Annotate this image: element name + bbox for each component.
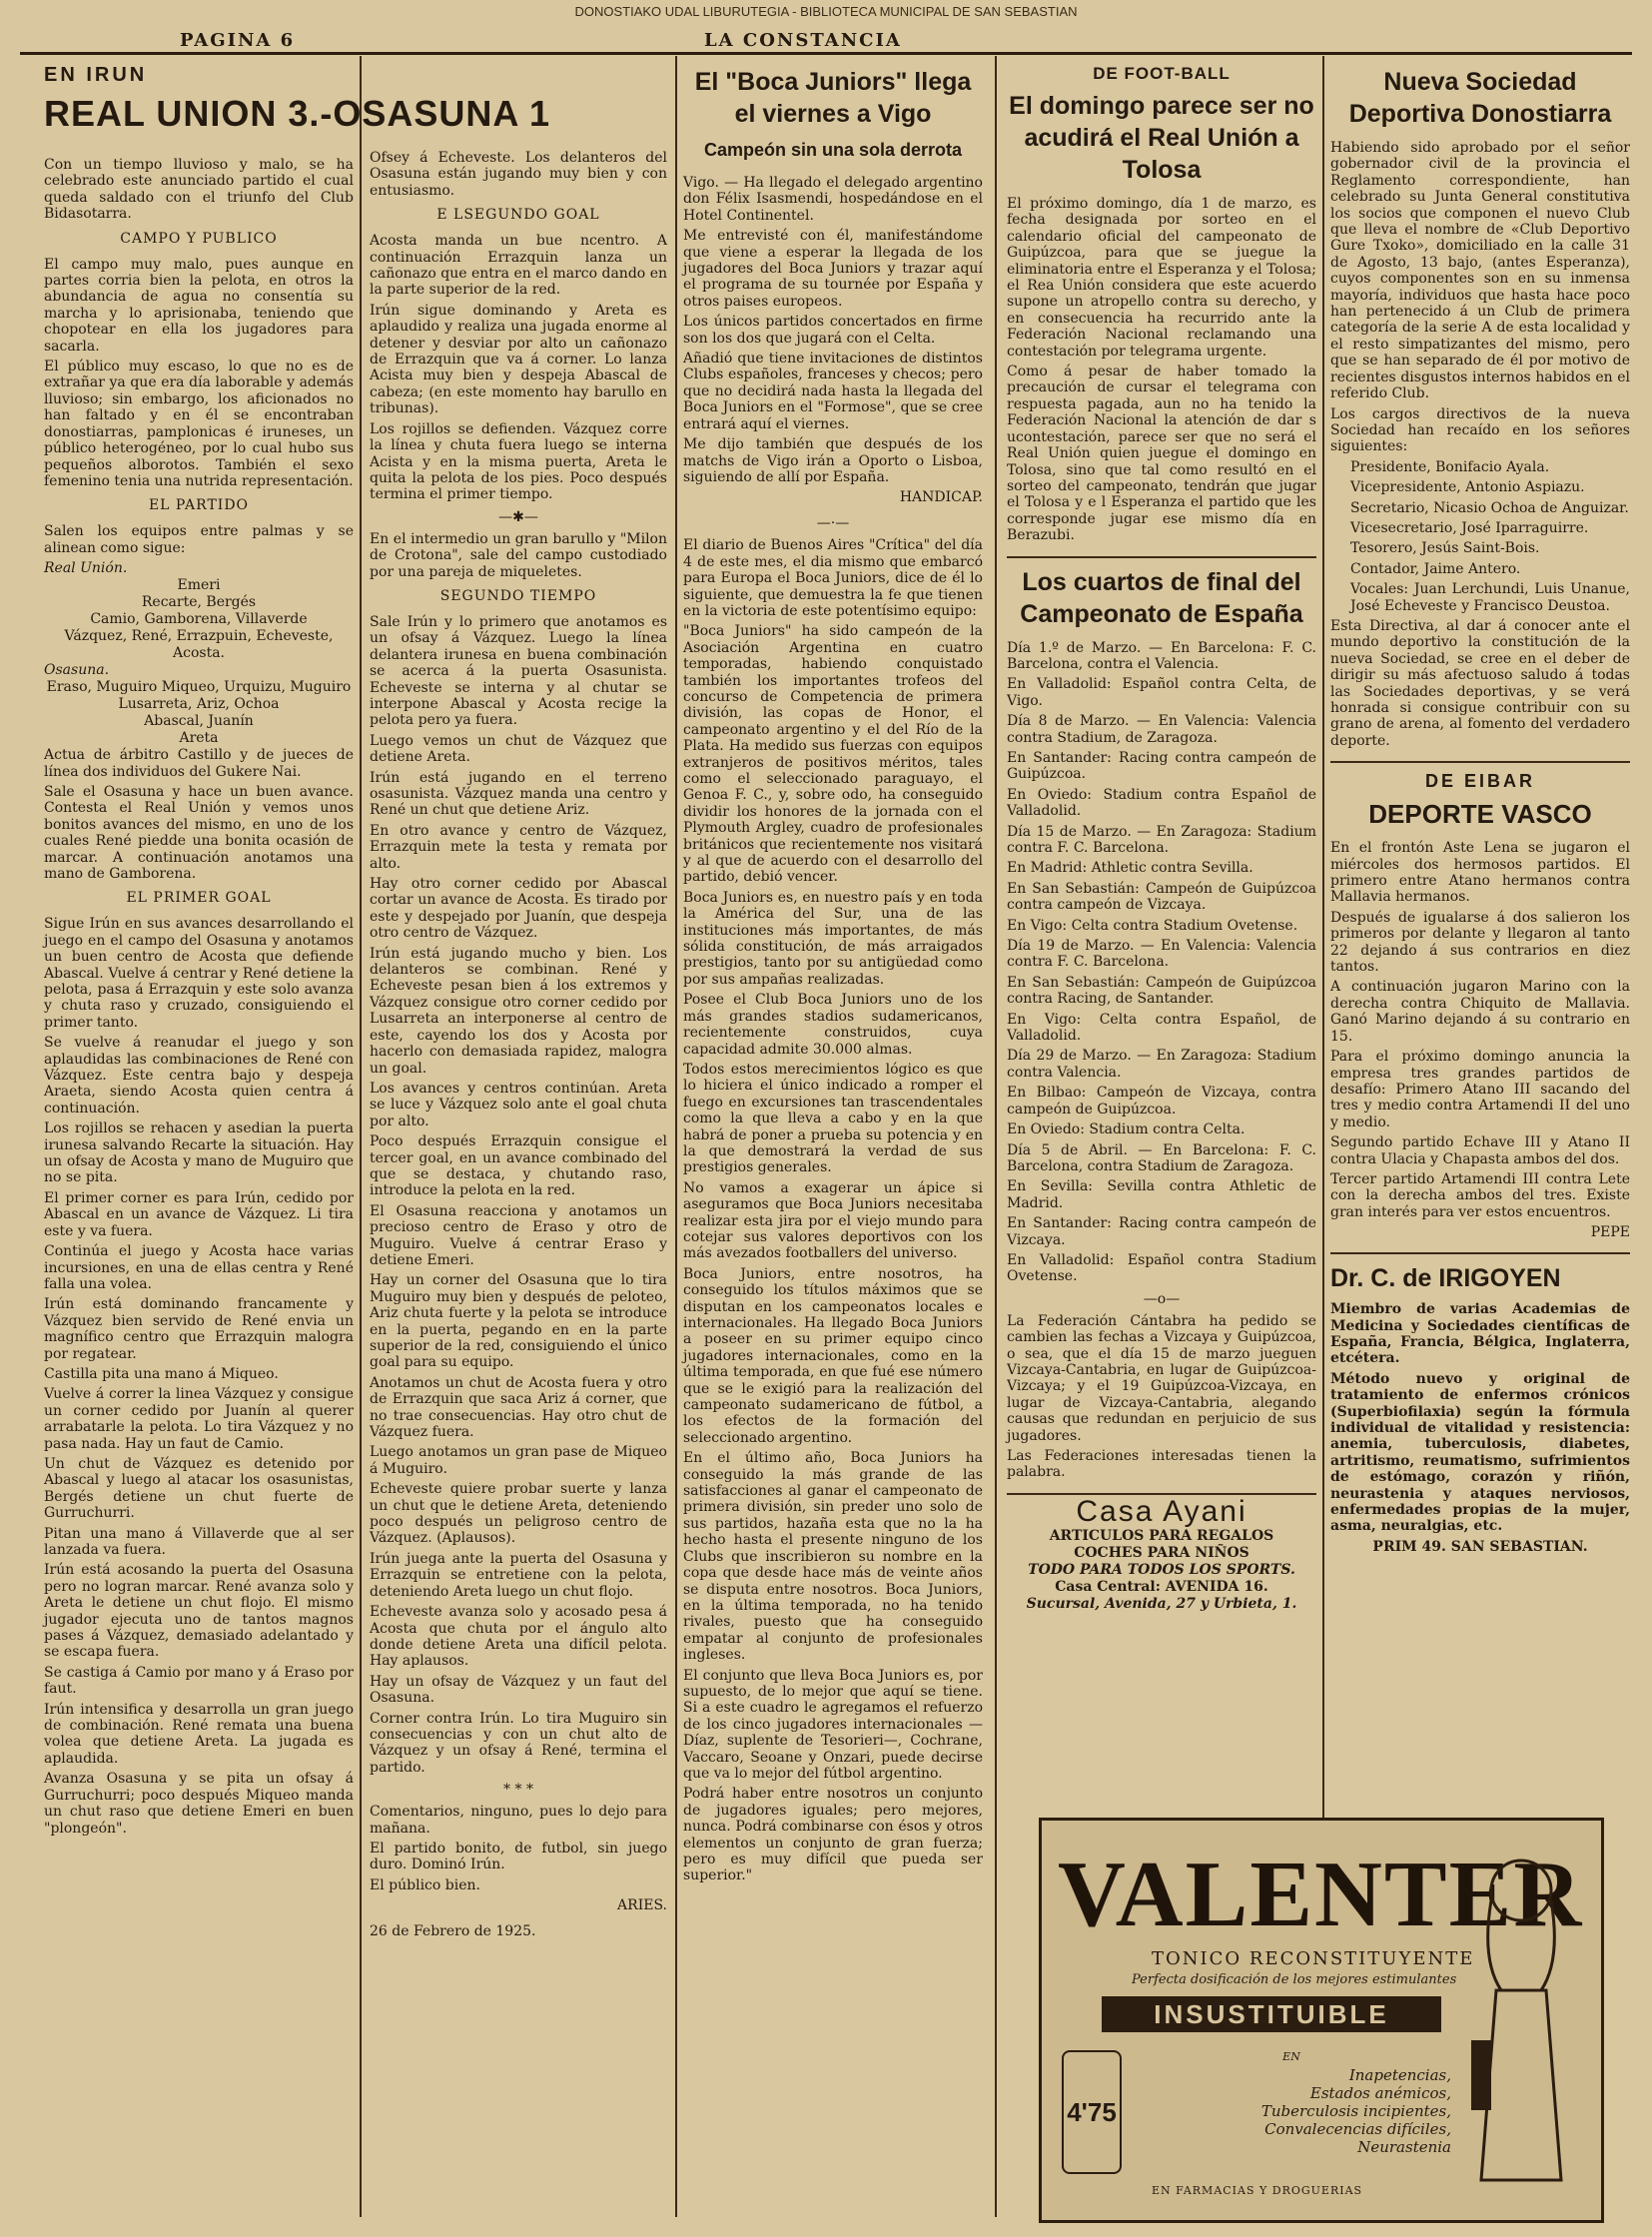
separator: * * * bbox=[503, 1782, 533, 1799]
column-rule bbox=[675, 56, 677, 2217]
paragraph: El diario de Buenos Aires "Crítica" del día 4 de este mes, el dia mismo que embarcó para Europa el Boca Juniors, dice de él lo siguiente, que demuestra la fe que tienen en la victoria de este potentísimo equipo: bbox=[683, 537, 983, 619]
paragraph: Irún está jugando mucho y bien. Los delanteros se combinan. René y Echeveste pesan bien á los extremos y Vázquez consigue otro corner cedido por Lusarreta an interponerse al centro de este, cayendo los dos y Acosta por hacerlo con demasiada rapidez, malogra un goal. bbox=[370, 945, 667, 1077]
paragraph: Día 19 de Marzo. — En Valencia: Valencia contra F. C. Barcelona. bbox=[1007, 938, 1316, 971]
ad-line: TODO PARA TODOS LOS SPORTS. bbox=[1028, 1561, 1295, 1578]
article-title: El domingo parece ser no acudirá el Real Unión a Tolosa bbox=[1009, 92, 1314, 184]
doctor-address: PRIM 49. SAN SEBASTIAN. bbox=[1372, 1538, 1588, 1555]
paragraph: El primer corner es para Irún, cedido por Abascal en un avance de Vázquez. Li tira este y va fuera. bbox=[44, 1189, 354, 1239]
paragraph: En el intermedio un gran barullo y "Milon de Crotona", sale del campo custodiado por una pareja de miqueletes. bbox=[370, 530, 667, 580]
paragraph: En el frontón Aste Lena se jugaron el miércoles dos hermosos partidos. El primero entre Atano hermanos contra Mallavia hermanos. bbox=[1330, 840, 1630, 906]
lineup-line: Vázquez, René, Errazpuin, Echeveste, Acosta. bbox=[64, 628, 334, 662]
article-title: DEPORTE VASCO bbox=[1368, 799, 1592, 830]
paragraph: Posee el Club Boca Juniors uno de los más grandes stadios sudamericanos, recientemente construidos, cuya capacidad admite 30.000 almas. bbox=[683, 992, 983, 1058]
section-kicker: DE EIBAR bbox=[1424, 771, 1535, 792]
paragraph: Un chut de Vázquez es detenido por Abascal y luego al atacar los osasunistas, Bergés detiene un chut fuerte de Gurruchurri. bbox=[44, 1455, 354, 1522]
paragraph: Podrá haber entre nosotros un conjunto de jugadores iguales; pero mejores, nunca. Podrá combinarse con ésos y otros elementos un conjunto de gran fuerza; pero es muy difícil que pueda ser superior." bbox=[683, 1786, 983, 1884]
author-signature: ARIES. bbox=[617, 1897, 667, 1914]
article-title: REAL UNION 3.-OSASUNA 1 bbox=[44, 93, 551, 134]
paragraph: El campo muy malo, pues aunque en partes corria bien la pelota, en otros la abundancia de agua no consentía su marcha y lo aprisionaba, teniendo que chopotear en ella los jugadores para sacarla. bbox=[44, 256, 354, 355]
paragraph: Los cargos directivos de la nueva Sociedad han recaído en los señores siguientes: bbox=[1330, 405, 1630, 455]
paragraph: Boca Juniors es, en nuestro país y en toda la América del Sur, una de las instituciones más importantes, de más sólida constitución, de más arraigados prestigios, tanto por su antigüedad como por sus ampañas realizadas. bbox=[683, 889, 983, 988]
article-subtitle: Campeón sin una sola derrota bbox=[703, 140, 963, 160]
paragraph: En Bilbao: Campeón de Vizcaya, contra campeón de Guipúzcoa. bbox=[1007, 1085, 1316, 1118]
ad-brand: VALENTER bbox=[1058, 1843, 1584, 1946]
paragraph: Hay otro corner cedido por Abascal cortar un avance de Acosta. Es tirado por este y despejado por Juanín, que despeja otro centro de Vázquez. bbox=[370, 876, 667, 942]
ad-line: Sucursal, Avenida, 27 y Urbieta, 1. bbox=[1026, 1595, 1297, 1612]
paragraph: A continuación jugaron Marino con la derecha contra Chiquito de Mallavia. Ganó Marino dejando á su contrario en 15. bbox=[1330, 979, 1630, 1045]
paragraph: Actua de árbitro Castillo y de jueces de línea dos individuos del Gukere Nai. bbox=[44, 747, 354, 780]
paragraph: Irún está jugando en el terreno osasunista. Vázquez manda una centro y René un chut que detiene Ariz. bbox=[370, 769, 667, 819]
ad-use: Convalecencias difíciles, bbox=[1264, 2120, 1451, 2138]
divider bbox=[1330, 761, 1630, 763]
ad-footer: EN FARMACIAS Y DROGUERIAS bbox=[1152, 2184, 1363, 2197]
paragraph: Para el próximo domingo anuncia la empresa tres grandes partidos de desafío: Primero Atano III sacando del tres y medio contra Artamendi II del uno y medio. bbox=[1330, 1049, 1630, 1130]
article-boca-juniors bbox=[683, 64, 983, 2207]
paragraph: En Vigo: Celta contra Español, de Valladolid. bbox=[1007, 1011, 1316, 1045]
paragraph: Echeveste avanza solo y acosado pesa á Acosta que chuta por el ángulo alto donde detiene Areta una difícil pelota. Hay aplausos. bbox=[370, 1604, 667, 1670]
price-tag: 4'75 bbox=[1062, 2050, 1122, 2174]
article-foot-ball bbox=[1007, 64, 1316, 1798]
officer-line: Presidente, Bonifacio Ayala. bbox=[1350, 458, 1550, 475]
paragraph: El público bien. bbox=[370, 1876, 480, 1893]
paragraph: En Sevilla: Sevilla contra Athletic de Madrid. bbox=[1007, 1178, 1316, 1211]
officer-line: Vicepresidente, Antonio Aspiazu. bbox=[1350, 479, 1585, 496]
paragraph: Tercer partido Artamendi III contra Lete con la derecha ambos del tres. Existe gran interés para ver estos encuentros. bbox=[1330, 1170, 1630, 1220]
ad-use: Estados anémicos, bbox=[1309, 2084, 1451, 2102]
paragraph: Día 8 de Marzo. — En Valencia: Valencia contra Stadium, de Zaragoza. bbox=[1007, 713, 1316, 746]
paragraph: Corner contra Irún. Lo tira Muguiro sin consecuencias y con un chut alto de Vázquez y un ofsay á René, termina el partido. bbox=[370, 1710, 667, 1776]
paragraph: Luego anotamos un gran pase de Miqueo á Muguiro. bbox=[370, 1444, 667, 1477]
paragraph: En el último año, Boca Juniors ha conseguido la más grande de las satisfacciones al ganar el campeonato de primera división, sin preder uno solo de sus partidos, hazaña esta que no la ha hecho hasta el presente ninguno de los Clubs que inscribieron su nombre en la copa que desde hace más de veinte años se disputa entre nosotros. Boca Juniors, en la última temporada, no ha tenido rivales, puesto que ha conseguido empatar al conjunto de profesionales ingleses. bbox=[683, 1450, 983, 1664]
valenter-advertisement bbox=[1039, 1818, 1604, 2223]
paragraph: Miembro de varias Academias de Medicina y Sociedades científicas de España, Francia, Bélgica, Inglaterra, etcétera. bbox=[1330, 1301, 1630, 1367]
article-nueva-sociedad bbox=[1330, 64, 1630, 1798]
paragraph: Día 29 de Marzo. — En Zaragoza: Stadium contra Valencia. bbox=[1007, 1048, 1316, 1081]
paragraph: Día 15 de Marzo. — En Zaragoza: Stadium contra F. C. Barcelona. bbox=[1007, 823, 1316, 856]
subheading: CAMPO Y PUBLICO bbox=[120, 230, 278, 247]
paragraph: En otro avance y centro de Vázquez, Errazquin mete la testa y remata por alto. bbox=[370, 822, 667, 872]
ad-line: ARTICULOS PARA REGALOS bbox=[1049, 1527, 1274, 1544]
article-title: Nueva Sociedad Deportiva Donostiarra bbox=[1348, 68, 1612, 128]
officer-line: Tesorero, Jesús Saint-Bois. bbox=[1350, 540, 1540, 557]
article-continuation bbox=[370, 150, 667, 2207]
team-name: Osasuna. bbox=[44, 662, 110, 679]
author-signature: HANDICAP. bbox=[899, 489, 983, 506]
paragraph: Sale el Osasuna y hace un buen avance. Contesta el Real Unión y vemos unos bonitos avances del mismo, en uno de los cuales René piedde una bonita ocasión de marcar. A continuación anotamos una mano de Gamborena. bbox=[44, 783, 354, 882]
paragraph: Esta Directiva, al dar á conocer ante el mundo deportivo la constitución de la nueva Sociedad, se cree en el deber de dirigir su más afectuoso saludo á todas las Sociedades deportivas, y se verá honrada si consigue contribuir con su grano de arena, al fomento del verdadero deporte. bbox=[1330, 617, 1630, 749]
column-rule bbox=[360, 56, 362, 2217]
ad-tagline-secondary: Perfecta dosificación de los mejores estimulantes bbox=[1132, 1972, 1457, 1987]
paragraph: "Boca Juniors" ha sido campeón de la Asociación Argentina en cuatro temporadas, habiendo conquistado también los importantes trofeos del concurso de Competencia de primera división, las copas de Honor, el campeonato argentino y el del Río de la Plata. Ha medido sus fuerzas con equipos extranjeros de positivos méritos, tales como el seleccionado paraguayo, el Genoa F. C., y, sobre odo, ha conseguido dividir los honores de la jornada con el Plymouth Argley, cuadro de profesionales británicos que recientemente nos visitará y al que de acuerdo con el desarrollo del partido, debió vencer. bbox=[683, 623, 983, 886]
subheading: EL PARTIDO bbox=[148, 497, 250, 514]
paragraph: Irún intensifica y desarrolla un gran juego de combinación. René remata una buena volea que detiene Areta. La jugada es aplaudida. bbox=[44, 1701, 354, 1767]
paragraph: Habiendo sido aprobado por el señor gobernador civil de la provincia el Reglamento correspondiente, han celebrado su Junta General constitutiva los socios que componen el nuevo Club que lleva el nombre de «Club Deportivo Gure Txoko», domiciliado en la calle 31 de Agosto, 13 bajo, (antes Esperanza), cuyos componentes son en su inmensa mayoría, individuos que hasta hace poco han pertenecido á un Club de primera categoría de la serie A de esta localidad y el resto simpatizantes del mismo, pero que se han separado de él por motivo de recientes disgustos internos habidos en el referido Club. bbox=[1330, 140, 1630, 402]
paragraph: Todos estos merecimientos lógico es que lo hiciera el único indicado a romper el fuego en excursiones tan trascendentales como la que lleva a cabo y en la que habrá de poner a prueba su potencia y en la que demostrará la verdad de sus prestigios generales. bbox=[683, 1061, 983, 1176]
section-kicker: DE FOOT-BALL bbox=[1093, 64, 1231, 83]
lineup-line: Eraso, Muguiro Miqueo, Urquizu, Muguiro bbox=[46, 679, 352, 696]
dateline: 26 de Febrero de 1925. bbox=[370, 1923, 536, 1940]
doctor-ad-title: Dr. C. de IRIGOYEN bbox=[1330, 1264, 1561, 1293]
page-number: PAGINA 6 bbox=[180, 30, 296, 51]
lineup-line: Abascal, Juanín bbox=[144, 713, 254, 730]
paragraph: En Valladolid: Español contra Stadium Ovetense. bbox=[1007, 1251, 1316, 1285]
newspaper-name: LA CONSTANCIA bbox=[704, 30, 902, 51]
officer-line: Secretario, Nicasio Ochoa de Anguizar. bbox=[1350, 499, 1629, 516]
divider bbox=[1007, 556, 1316, 558]
officer-line: Vocales: Juan Lerchundi, Luis Unanue, José Echeveste y Francisco Deustoa. bbox=[1350, 581, 1630, 614]
paragraph: Sigue Irún en sus avances desarrollando el juego en el campo del Osasuna y anotamos un buen centro de Acosta que defiende Abascal. Vuelve á centrar y René detiene la pelota, pasa á Errazquin y este solo avanza y chuta raso y cruzado, consiguiendo el primer tanto. bbox=[44, 916, 354, 1031]
paragraph: Se castiga á Camio por mano y á Eraso por faut. bbox=[44, 1664, 354, 1698]
paragraph: Comentarios, ninguno, pues lo dejo para mañana. bbox=[370, 1804, 667, 1837]
paragraph: Castilla pita una mano á Miqueo. bbox=[44, 1365, 279, 1382]
paragraph: Con un tiempo lluvioso y malo, se ha celebrado este anunciado partido el cual queda saldado con el triunfo del Club Bidasotarra. bbox=[44, 157, 354, 223]
paragraph: El público muy escaso, lo que no es de extrañar ya que era día laborable y además lluvioso; sin embargo, los aficionados no han faltado y en él se encontraban donostiarras, pamplonicas é iruneses, un público heterogéneo, por lo cual hubo sus pequeños alborotos. También el sexo femenino tenia una nutrida representación. bbox=[44, 359, 354, 489]
lineup-line: Recarte, Bergés bbox=[141, 594, 257, 611]
ad-line: Casa Central: AVENIDA 16. bbox=[1055, 1578, 1268, 1595]
paragraph: Salen los equipos entre palmas y se alinean como sigue: bbox=[44, 523, 354, 556]
paragraph: Hay un corner del Osasuna que lo tira Muguiro muy bien y después de peloteo, Ariz chuta fuerte y la pelota se introduce en la puerta, pegando en en la parte superior de la red, consiguiendo el único goal para su equipo. bbox=[370, 1272, 667, 1371]
paragraph: Irún juega ante la puerta del Osasuna y Errazquin se entretiene con la pelota, deteniendo Areta luego un chut flojo. bbox=[370, 1550, 667, 1600]
paragraph: En Valladolid: Español contra Celta, de Vigo. bbox=[1007, 676, 1316, 709]
paragraph: Me dijo también que después de los matchs de Vigo irán a Oporto o Lisboa, siguiendo de allí por España. bbox=[683, 436, 983, 485]
subheading: E LSEGUNDO GOAL bbox=[436, 207, 600, 224]
ad-use: Tuberculosis incipientes, bbox=[1260, 2102, 1451, 2120]
paragraph: Poco después Errazquin consigue el tercer goal, en un avance combinado del que se destaca, y chutando raso, introduce la pelota en la red. bbox=[370, 1133, 667, 1199]
author-signature: PEPE bbox=[1590, 1224, 1630, 1241]
paragraph: Vigo. — Ha llegado el delegado argentino don Félix Isasmendi, hospedándose en el Hotel Continentel. bbox=[683, 175, 983, 224]
team-name: Real Unión. bbox=[44, 560, 128, 577]
lineup-line: Areta bbox=[179, 730, 219, 747]
ad-banner: INSUSTITUIBLE bbox=[1102, 1996, 1441, 2032]
lineup-line: Emeri bbox=[177, 577, 221, 594]
paragraph: La Federación Cántabra ha pedido se cambien las fechas a Vizcaya y Guipúzcoa, o sea, que el día 15 de marzo jueguen Vizcaya-Cantabria, en lugar de Guipúzcoa-Vizcaya; y el 19 Guipúzcoa-Vizcaya, en lugar de Vizcaya-Cantabria, alegando causas que redundan en perjuicio de sus jugadores. bbox=[1007, 1312, 1316, 1444]
paragraph: Las Federaciones interesadas tienen la palabra. bbox=[1007, 1448, 1316, 1481]
paragraph: Avanza Osasuna y se pita un ofsay á Gurruchurri; poco después Miqueo manda un chut raso que detiene Emeri en buen "plongeón". bbox=[44, 1771, 354, 1837]
paragraph: Los rojillos se rehacen y asedian la puerta irunesa salvando Recarte la situación. Hay un ofsay de Acosta y mano de Muguiro que no se pita. bbox=[44, 1120, 354, 1186]
paragraph: Después de igualarse á dos salieron los primeros por delante y llegaron al tanto 22 dejando á sus contrarios en diez tantos. bbox=[1330, 909, 1630, 976]
separator: —o— bbox=[1143, 1290, 1181, 1307]
paragraph: Echeveste quiere probar suerte y lanza un chut que le detiene Areta, deteniendo poco después un peligroso centro de Vázquez. (Aplausos). bbox=[370, 1481, 667, 1547]
paragraph: Anotamos un chut de Acosta fuera y otro de Errazquin que saca Ariz á corner, que no trae consecuencias. Hay otro chut de Vázquez fuera. bbox=[370, 1374, 667, 1441]
column-rule bbox=[995, 56, 997, 2217]
paragraph: Los rojillos se defienden. Vázquez corre la línea y chuta fuera luego se interna Acista y en la misma puerta, Areta le quita la pelota de los pies. Poco después termina el primer tiempo. bbox=[370, 420, 667, 503]
ad-line: COCHES PARA NIÑOS bbox=[1074, 1544, 1249, 1561]
paragraph: En Oviedo: Stadium contra Español de Valladolid. bbox=[1007, 786, 1316, 820]
paragraph: En Madrid: Athletic contra Sevilla. bbox=[1007, 860, 1253, 877]
paragraph: Irún está acosando la puerta del Osasuna pero no logran marcar. René avanza solo y Areta le detiene un chut flojo. El mismo jugador ejecuta uno de tantos magnos pases á Vázquez, demasiado adelantado y se escapa fuera. bbox=[44, 1562, 354, 1661]
paragraph: Continúa el juego y Acosta hace varias incursiones, en una de ellas centra y René falla una volea. bbox=[44, 1243, 354, 1292]
lineup-line: Camio, Gamborena, Villaverde bbox=[90, 611, 308, 628]
library-watermark: DONOSTIAKO UDAL LIBURUTEGIA - BIBLIOTECA MUNICIPAL DE SAN SEBASTIAN bbox=[574, 4, 1078, 19]
paragraph: Acosta manda un bue ncentro. A continuación Errazquin lanza un cañonazo que entra en el marco dando en la parte superior de la red. bbox=[370, 233, 667, 299]
ad-use: Inapetencias, bbox=[1348, 2066, 1451, 2084]
ad-use: Neurastenia bbox=[1357, 2138, 1451, 2156]
woman-illustration-icon bbox=[1461, 1841, 1581, 2190]
ad-brand: Casa Ayani bbox=[1076, 1494, 1247, 1528]
paragraph: Sale Irún y lo primero que anotamos es un ofsay á Vázquez. Luego la línea delantera irunesa en buena combinación se acerca á la puerta Osasunista. Echeveste se interna y al chutar se interpone Abascal y Acosta recige la pelota pero ya fuera. bbox=[370, 613, 667, 729]
divider bbox=[1330, 1252, 1630, 1254]
paragraph: En Oviedo: Stadium contra Celta. bbox=[1007, 1121, 1245, 1138]
paragraph: En San Sebastián: Campeón de Guipúzcoa contra Racing, de Santander. bbox=[1007, 974, 1316, 1008]
paragraph: Segundo partido Echave III y Atano II contra Ulacia y Chapasta ambos del dos. bbox=[1330, 1134, 1630, 1167]
paragraph: No vamos a exagerar un ápice si aseguramos que Boca Juniors necesitaba realizar esta jira por el viejo mundo para cotejar sus valores deportivos con los más avezados footballers del universo. bbox=[683, 1179, 983, 1262]
officer-line: Vicesecretario, José Iparraguirre. bbox=[1350, 519, 1589, 536]
article-title: El "Boca Juniors" llega el viernes a Vigo bbox=[694, 68, 972, 128]
paragraph: Método nuevo y original de tratamiento de enfermos crónicos (Superbiofilaxia) según la fórmula individual de vitalidad y resistencia: anemia, tuberculosis, diabetes, artritismo, reumatismo, sufrimientos de estómago, corazón y riñón, neurastenia y ataques nerviosos, enfermedades propias de la mujer, asma, neuralgias, etc. bbox=[1330, 1370, 1630, 1535]
paragraph: Pitan una mano á Villaverde que al ser lanzada va fuera. bbox=[44, 1525, 354, 1558]
paragraph: El partido bonito, de futbol, sin juego duro. Dominó Irún. bbox=[370, 1840, 667, 1873]
paragraph: En San Sebastián: Campeón de Guipúzcoa contra campeón de Vizcaya. bbox=[1007, 880, 1316, 914]
ad-uses bbox=[1132, 2048, 1451, 2156]
page-header bbox=[20, 26, 1632, 55]
paragraph: Boca Juniors, entre nosotros, ha conseguido los títulos máximos que se disputan en los campeonatos locales e internacionales. Ha llegado Boca Juniors a poseer en su primer equipo cinco jugadores internacionales, como en la última temporada, en que fué ese número que se le exigió para la realización del campeonato sudamericano de fútbol, a los efectos de la formación del seleccionado argentino. bbox=[683, 1265, 983, 1446]
separator: —·— bbox=[816, 515, 850, 532]
paragraph: Me entrevisté con él, manifestándome que viene a esperar la llegada de los jugadores del Boca Juniors y trazar aquí el programa de su tournée por España y otros paises europeos. bbox=[683, 228, 983, 310]
officer-line: Contador, Jaime Antero. bbox=[1350, 560, 1521, 577]
paragraph: Añadió que tiene invitaciones de distintos Clubs españoles, franceses y checos; pero que no decidirá nada hasta la llegada del Boca Juniors en el "Formose", que se cree entrará aquí el viernes. bbox=[683, 351, 983, 432]
paragraph: El próximo domingo, día 1 de marzo, es fecha designada por sorteo en el calendario oficial del campeonato de Guipúzcoa, para que se juegue la eliminatoria entre el Esperanza y el Tolosa; el Rea Unión considera que este acuerdo supone un atropello contra su derecho, y en consecuencia ha recurrido ante la Federación Nacional reclamando una contestación por telegrama urgente. bbox=[1007, 196, 1316, 360]
subheading: EL PRIMER GOAL bbox=[126, 890, 272, 907]
paragraph: Vuelve á correr la linea Vázquez y consigue un corner cedido por Juanín al querer arrabatarle la pelota. Lo tira Vázquez y no pasa nada. Hay un faut de Camio. bbox=[44, 1386, 354, 1452]
paragraph: En Vigo: Celta contra Stadium Ovetense. bbox=[1007, 917, 1298, 934]
paragraph: Los avances y centros continúan. Areta se luce y Vázquez solo ante el goal chuta por alto. bbox=[370, 1080, 667, 1129]
casa-ayani-ad bbox=[1007, 1494, 1316, 1613]
subheading: SEGUNDO TIEMPO bbox=[439, 587, 597, 604]
paragraph: En Santander: Racing contra campeón de Guipúzcoa. bbox=[1007, 749, 1316, 783]
paragraph: Irún está dominando francamente y Vázquez bien servido de René envia un magnífico centro que Errazquin malogra por regatear. bbox=[44, 1296, 354, 1362]
paragraph: Día 5 de Abril. — En Barcelona: F. C. Barcelona, contra Stadium de Zaragoza. bbox=[1007, 1141, 1316, 1174]
paragraph: Como á pesar de haber tomado la precaución de cursar el telegrama con respuesta pagada, aun no ha tenido la Federación Nacional la atención de dar s ucontestación, parece ser que no será el Real Unión quien juegue el domingo en Tolosa, sino que tal como resultó en el sorteo del campeonato, tendrán que jugar el Tolosa y e l Esperanza el partido que les corresponde jugar ese mismo día en Berazubi. bbox=[1007, 364, 1316, 544]
paragraph: Los únicos partidos concertados en firme son los dos que jugará con el Celta. bbox=[683, 314, 983, 347]
paragraph: En Santander: Racing contra campeón de Vizcaya. bbox=[1007, 1215, 1316, 1248]
paragraph: Ofsey á Echeveste. Los delanteros del Osasuna están jugando muy bien y con entusiasmo. bbox=[370, 150, 667, 199]
separator: —✱— bbox=[498, 508, 538, 525]
paragraph: El conjunto que lleva Boca Juniors es, por supuesto, de lo mejor que aquí se tiene. Si a este cuadro le agregamos el refuerzo de los cinco jugadores internacionales —Díaz, suplente de Tesorieri—, Cochrane, Vaccaro, Seoane y Onzari, puede decirse que va lo mejor del fútbol argentino. bbox=[683, 1667, 983, 1782]
paragraph: Irún sigue dominando y Areta es aplaudido y realiza una jugada enorme al detener y desviar por alto un cañonazo de Errazquin que va á corner. Lo lanza Acista muy bien y despeja Abascal de cabeza; (en este momento hay barullo en tribunas). bbox=[370, 302, 667, 417]
paragraph: Hay un ofsay de Vázquez y un faut del Osasuna. bbox=[370, 1673, 667, 1707]
ad-tagline: TONICO RECONSTITUYENTE bbox=[1152, 1948, 1475, 1969]
paragraph: El Osasuna reacciona y anotamos un precioso centro de Eraso y otro de Muguiro. Vuelve á centrar Eraso y detiene Emeri. bbox=[370, 1202, 667, 1268]
ad-use-en: EN bbox=[1282, 2050, 1300, 2063]
lineup-line: Lusarreta, Ariz, Ochoa bbox=[118, 696, 280, 713]
article-title: Los cuartos de final del Campeonato de España bbox=[1020, 567, 1303, 628]
paragraph: Luego vemos un chut de Vázquez que detiene Areta. bbox=[370, 732, 667, 766]
paragraph: Se vuelve á reanudar el juego y son aplaudidas las combinaciones de René con Vázquez. Este centra bajo y despeja Araeta, siendo Acosta quien centra á continuación. bbox=[44, 1035, 354, 1117]
paragraph: Día 1.º de Marzo. — En Barcelona: F. C. Barcelona, contra el Valencia. bbox=[1007, 639, 1316, 672]
section-kicker: EN IRUN bbox=[44, 64, 148, 86]
